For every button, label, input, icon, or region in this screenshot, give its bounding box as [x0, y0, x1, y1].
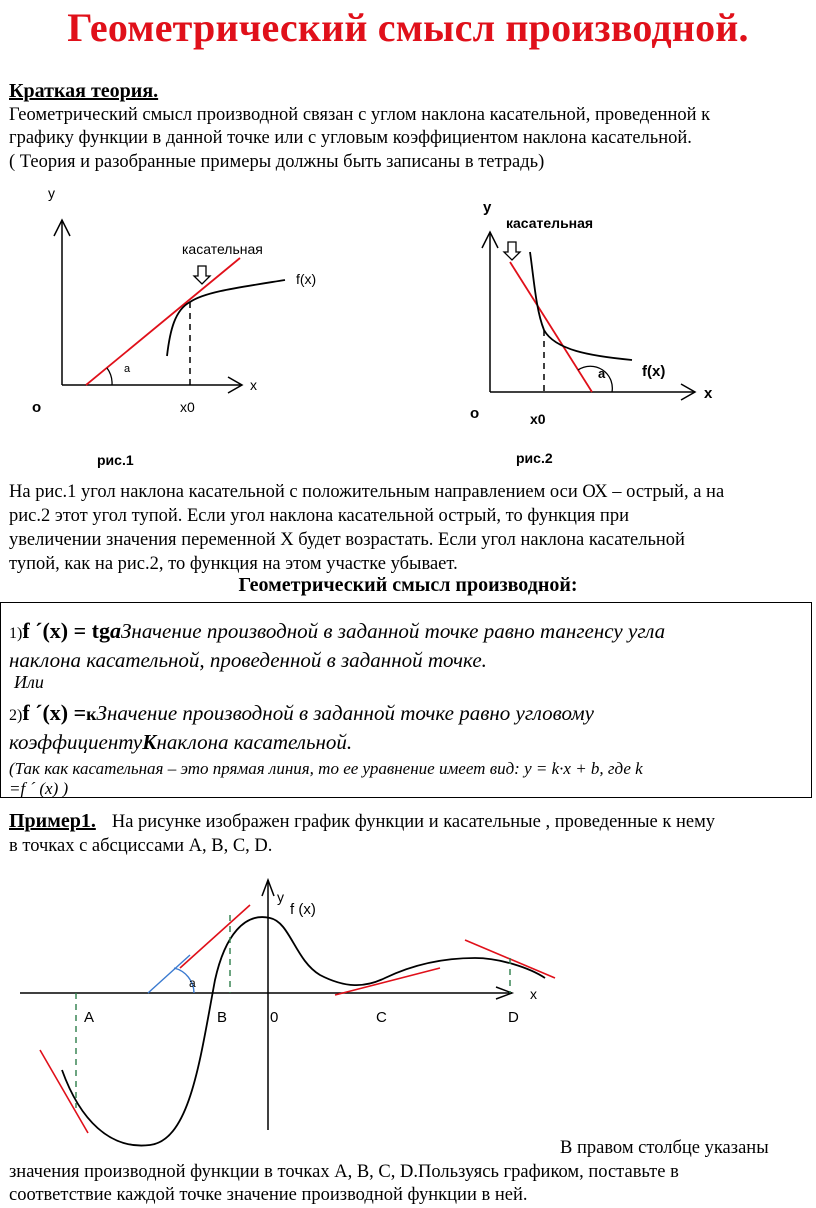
formula-2-k2: К [142, 730, 157, 754]
theory-line-2: графику функции в данной точке или с угловым коэффициентом наклона касательной. [9, 128, 692, 148]
fig2-tangent-label: касательная [506, 215, 594, 231]
fig3-angle-label: a [189, 976, 196, 990]
fig1-tangent-label: касательная [182, 241, 263, 257]
footer-line-1: В правом столбце указаны [560, 1138, 769, 1158]
fig2-origin-label: о [470, 405, 480, 422]
geom-heading: Геометрический смысл производной: [238, 574, 578, 596]
fig2-caption: рис.2 [516, 450, 553, 466]
explanation-line-3: увеличении значения переменной Х будет возрастать. Если угол наклона касательной [9, 530, 685, 550]
formula-2-row [9, 700, 594, 726]
fig1-angle-label: a [124, 363, 131, 375]
fig3-f-label: f (x) [290, 901, 316, 918]
formula-2-line-2 [9, 730, 352, 755]
example-label: Пример1. [9, 810, 96, 832]
example-text-1: На рисунке изображен график функции и касательные , проведенные к нему [111, 812, 716, 832]
fig3-point-origin: 0 [270, 1009, 279, 1026]
figure-2 [450, 180, 780, 480]
fig1-y-label: y [48, 185, 55, 201]
figure-3 [0, 860, 816, 1160]
explanation-line-1: На рис.1 угол наклона касательной с положительным направлением оси ОХ – острый, а на [9, 482, 725, 502]
note-line-1: (Так как касательная – это прямая линия, то ее уравнение имеет вид: y = k·x + b, где k [9, 759, 643, 778]
footer-line-2: значения производной функции в точках А, В, С, D.Пользуясь графиком, поставьте в [9, 1162, 679, 1182]
fig1-function-curve [167, 280, 285, 356]
fig3-tangent-a [40, 1050, 88, 1133]
fig1-down-arrow-icon [194, 266, 210, 284]
fig1-x0-label: x0 [180, 399, 195, 415]
fig2-tangent-line [510, 262, 592, 392]
figure-1 [20, 180, 360, 480]
fig1-origin-label: о [32, 399, 42, 416]
fig1-x-label: x [250, 377, 257, 393]
fig1-tangent-line [86, 258, 240, 385]
fig3-point-a: A [84, 1009, 95, 1026]
fig3-x-label: x [530, 986, 537, 1002]
fig3-angle-ray [148, 955, 190, 993]
fig3-function-curve [62, 917, 545, 1145]
formula-1: f ´(x) = tg [22, 618, 110, 643]
or-label: Или [14, 672, 44, 692]
page-title: Геометрический смысл производной. [67, 5, 749, 50]
fig3-y-label: y [277, 889, 284, 905]
fig2-function-label: f(x) [642, 363, 666, 380]
example-text-2: в точках с абсциссами А, В, С, D. [9, 836, 273, 856]
fig3-point-c: C [376, 1009, 387, 1026]
fig3-tangent-c [335, 968, 440, 995]
fig3-point-b: B [217, 1009, 228, 1026]
fig3-point-d: D [508, 1009, 519, 1026]
theory-heading: Краткая теория. [9, 80, 159, 102]
formula-2-text-2b: наклона касательной. [156, 730, 353, 754]
fig2-function-curve [530, 252, 632, 360]
formula-2-text-2a: коэффициенту [9, 730, 143, 754]
example-row [9, 810, 715, 833]
fig2-x-label: x [704, 385, 713, 402]
note-line-2: =f ´ (x) ) [9, 779, 69, 798]
fig1-function-label: f(x) [296, 271, 317, 287]
theory-line-3: ( Теория и разобранные примеры должны быть записаны в тетрадь) [9, 152, 545, 172]
formula-2-number: 2) [9, 707, 23, 724]
formula-1-text: Значение производной в заданной точке равно тангенсу угла [121, 619, 666, 643]
footer-line-3: соответствие каждой точке значение производной функции в ней. [9, 1185, 528, 1205]
formula-2-k: к [86, 704, 97, 724]
explanation-line-2: рис.2 этот угол тупой. Если угол наклона касательной острый, то функция при [9, 506, 629, 526]
formula-1-alpha: a [110, 618, 121, 643]
fig2-x0-label: x0 [530, 411, 546, 427]
fig1-caption: рис.1 [97, 452, 134, 468]
formula-1-text-2: наклона касательной, проведенной в заданной точке. [9, 648, 487, 672]
theory-line-1: Геометрический смысл производной связан с углом наклона касательной, проведенной к [9, 105, 711, 125]
formula-1-row [9, 618, 665, 644]
formula-2-text: Значение производной в заданной точке равно угловому [96, 701, 594, 725]
explanation-line-4: тупой, как на рис.2, то функция на этом участке убывает. [9, 554, 458, 574]
fig3-tangent-b [180, 905, 250, 968]
fig2-down-arrow-icon [504, 242, 520, 260]
fig2-y-label: y [483, 199, 492, 216]
fig2-angle-label: a [598, 366, 606, 381]
formula-2: f ´(x) = [22, 700, 87, 725]
formula-1-number: 1) [9, 625, 23, 642]
fig1-angle-arc [107, 368, 112, 385]
